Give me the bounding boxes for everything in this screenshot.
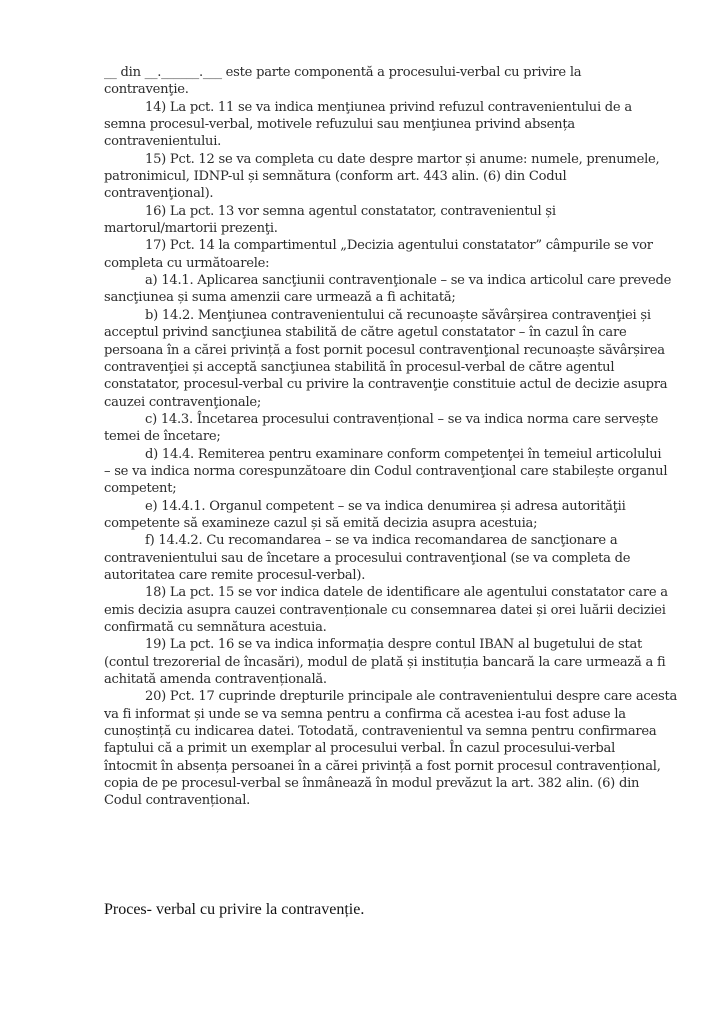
- text-line: întocmit în absența persoanei în a cărei privință a fost pornit procesul contravențional,: [104, 758, 661, 774]
- text-line: constatator, procesul-verbal cu privire la contravenţie constituie actul de decizie asupra: [104, 377, 668, 393]
- paragraph-first-line: c) 14.3. Încetarea procesului contravențional – se va indica norma care servește: [145, 411, 659, 427]
- text-line: contravenientului.: [104, 134, 222, 150]
- text-line: (contul trezorerial de încasări), modul de plată și instituția bancară la care urmează a fi: [104, 654, 666, 670]
- text-line: acceptul privind sancţiunea stabilită de către agetul constatator – în cazul în care: [104, 325, 627, 341]
- text-line: competente să examineze cazul și să emită decizia asupra acestuia;: [104, 515, 538, 531]
- text-line: contravenientului sau de încetare a procesului contravenţional (se va completa de: [104, 550, 631, 566]
- paragraph-first-line: a) 14.1. Aplicarea sancţiunii contravenţionale – se va indica articolul care prevede: [145, 273, 672, 289]
- text-line: faptului că a primit un exemplar al procesului verbal. În cazul procesului-verbal: [104, 741, 616, 757]
- document-footer-title: Proces- verbal cu privire la contravenție.: [104, 901, 365, 918]
- paragraph-first-line: e) 14.4.1. Organul competent – se va indica denumirea și adresa autorităţii: [145, 498, 626, 514]
- text-line: semna procesul-verbal, motivele refuzului sau menţiunea privind absența: [104, 117, 575, 133]
- text-line: contravenţional).: [104, 186, 214, 202]
- text-line: __ din __.______.___ este parte componentă a procesului-verbal cu privire la: [104, 65, 582, 80]
- text-line: achitată amenda contravențională.: [104, 672, 327, 688]
- paragraph-first-line: 17) Pct. 14 la compartimentul „Decizia agentului constatator” câmpurile se vor: [145, 238, 653, 254]
- instructions-body: [104, 64, 704, 810]
- text-line: va fi informat și unde se va semna pentru a confirma că acestea i-au fost aduse la: [104, 706, 626, 722]
- text-line: cauzei contravenţionale;: [104, 394, 262, 410]
- text-line: temei de încetare;: [104, 429, 221, 445]
- text-line: persoana în a cărei privință a fost pornit pocesul contravenţional recunoaște săvârșirea: [104, 342, 665, 358]
- text-line: confirmată cu semnătura acestuia.: [104, 620, 327, 635]
- paragraph-first-line: f) 14.4.2. Cu recomandarea – se va indica recomandarea de sancţionare a: [145, 533, 618, 549]
- paragraph-first-line: 18) La pct. 15 se vor indica datele de identificare ale agentului constatator care a: [145, 585, 668, 601]
- text-line: martorul/martorii prezenţi.: [104, 221, 278, 237]
- text-line: autoritatea care remite procesul-verbal).: [104, 567, 366, 583]
- paragraph-first-line: 15) Pct. 12 se va completa cu date despre martor și anume: numele, prenumele,: [145, 151, 660, 167]
- text-line: competent;: [104, 481, 177, 497]
- text-line: emis decizia asupra cauzei contravenționale cu consemnarea datei și orei luării deciziei: [104, 602, 666, 618]
- paragraph-first-line: d) 14.4. Remiterea pentru examinare conform competenţei în temeiul articolului: [145, 446, 662, 462]
- text-line: contravenţie.: [104, 82, 189, 98]
- text-line: patronimicul, IDNP-ul și semnătura (conform art. 443 alin. (6) din Codul: [104, 169, 567, 185]
- paragraph-first-line: 14) La pct. 11 se va indica menţiunea privind refuzul contravenientului de a: [145, 99, 632, 115]
- text-line: Codul contravențional.: [104, 793, 251, 809]
- text-line: cunoștință cu indicarea datei. Totodată, contravenientul va semna pentru confirmarea: [104, 724, 657, 740]
- text-line: completa cu următoarele:: [104, 255, 270, 271]
- text-line: contravenţiei și acceptă sancţiunea stabilită în procesul-verbal de către agentul: [104, 359, 615, 375]
- paragraph-first-line: 19) La pct. 16 se va indica informația despre contul IBAN al bugetului de stat: [145, 637, 643, 653]
- paragraph-first-line: 16) La pct. 13 vor semna agentul constatator, contravenientul și: [145, 203, 556, 219]
- text-line: copia de pe procesul-verbal se înmânează în modul prevăzut la art. 382 alin. (6) din: [104, 776, 640, 792]
- text-line: sancţiunea și suma amenzii care urmează a fi achitată;: [104, 290, 456, 306]
- paragraph-first-line: 20) Pct. 17 cuprinde drepturile principale ale contravenientului despre care acesta: [145, 689, 678, 705]
- paragraph-first-line: b) 14.2. Menţiunea contravenientului că recunoaște săvârșirea contravenţiei și: [145, 307, 651, 323]
- text-line: – se va indica norma corespunzătoare din Codul contravenţional care stabilește organul: [104, 463, 668, 479]
